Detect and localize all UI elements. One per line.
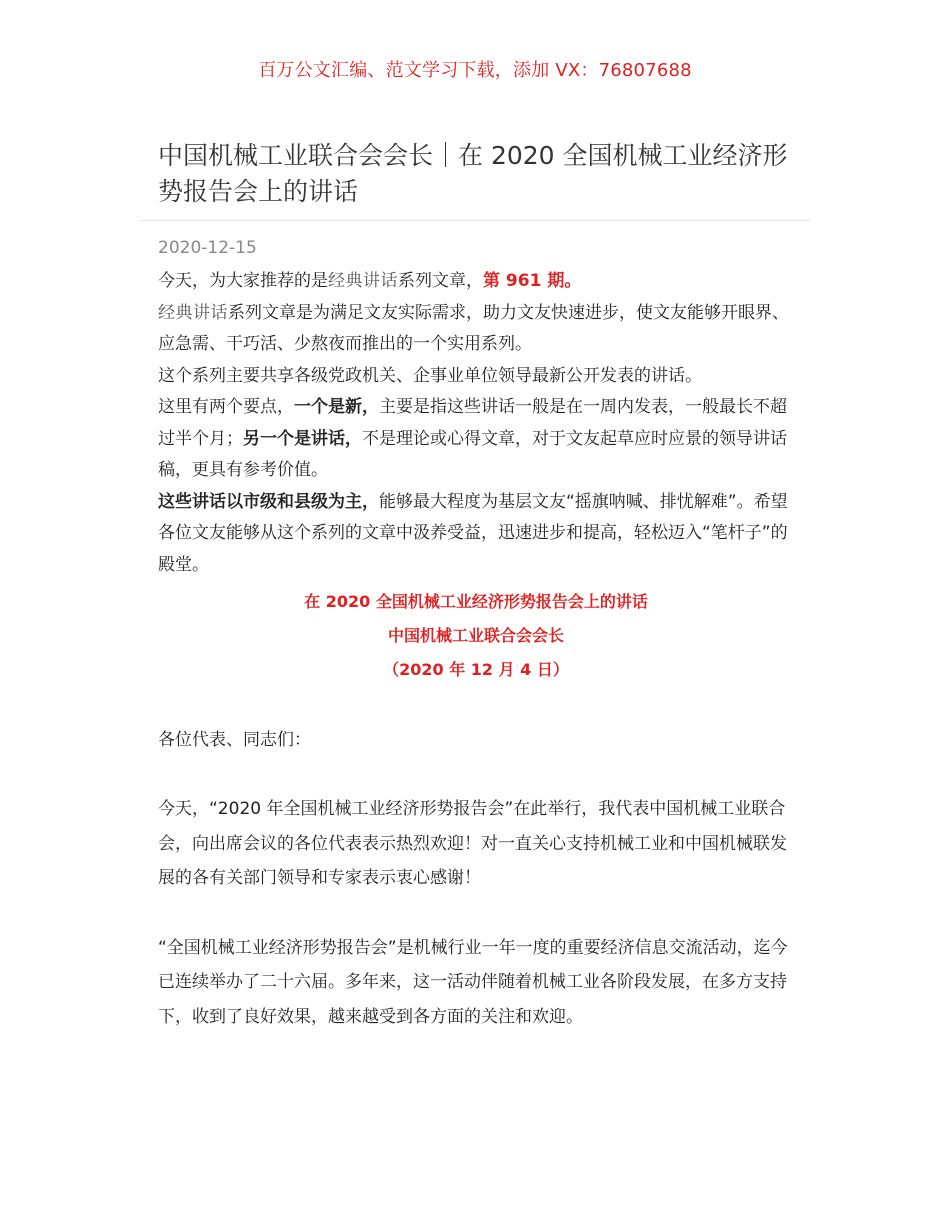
speech-heading: 在 2020 全国机械工业经济形势报告会上的讲话 [304,592,648,611]
intro-paragraph-3: 这个系列主要共享各级党政机关、企事业单位领导最新公开发表的讲话。 [158,365,702,386]
intro-text: 这里有两个要点， [158,397,294,417]
intro-text: 系列文章， [398,271,483,291]
intro-paragraph-2 [158,298,794,361]
watermark-banner: 百万公文汇编、范文学习下载，添加 VX：76807688 [258,60,692,81]
series-name: 经典讲话 [328,271,398,291]
intro-text: 今天，为大家推荐的是 [158,271,328,291]
key-point-speech: 另一个是讲话， [243,428,362,449]
publish-date: 2020-12-15 [158,238,257,258]
intro-paragraph-1 [158,266,794,298]
speech-speaker: 中国机械工业联合会会长 [387,626,564,645]
intro-text: 能够最大程度为基层文友“摇旗呐喊、排忧解难”。希望各位文友能够从这个系列的文章中汲养受益，迅速进步和提高，轻松迈入“笔杆子”的殿堂。 [158,491,788,575]
intro-paragraph-5 [158,487,794,582]
speech-greeting: 各位代表、同志们： [158,730,311,750]
key-point-level: 这些讲话以市级和县级为主， [158,491,379,512]
speech-paragraph-1: 今天，“2020 年全国机械工业经济形势报告会”在此举行，我代表中国机械工业联合会，向出席会议的各位代表表示热烈欢迎！对一直关心支持机械工业和中国机械联发展的各有关部门领导和专家表示衷心感谢！ [158,799,787,888]
key-point-new: 一个是新， [294,397,379,417]
intro-text: 不是理论或心得文章，对于文友起草应时应景的领导讲话稿，更具有参考价值。 [158,428,787,480]
intro-paragraph-4 [158,392,794,487]
intro-text: 主要是指这些讲话一般是在一周内发表，一般最长不超过半个月； [158,397,787,449]
speech-paragraph-2: “全国机械工业经济形势报告会”是机械行业一年一度的重要经济信息交流活动，迄今已连续举办了二十六届。多年来，这一活动伴随着机械工业各阶段发展，在多方支持下，收到了良好效果，越来越受到各方面的关注和欢迎。 [158,937,788,1027]
article-title: 中国机械工业联合会会长｜在 2020 全国机械工业经济形势报告会上的讲话 [158,141,788,206]
intro-text: 系列文章是为满足文友实际需求，助力文友快速进步，使文友能够开眼界、应急需、干巧活、少熬夜而推出的一个实用系列。 [158,302,789,354]
issue-number: 第 961 期。 [483,271,582,291]
series-name: 经典讲话 [158,302,228,323]
speech-date: （2020 年 12 月 4 日） [383,660,569,679]
article-body [158,266,794,1034]
title-divider [140,220,810,221]
